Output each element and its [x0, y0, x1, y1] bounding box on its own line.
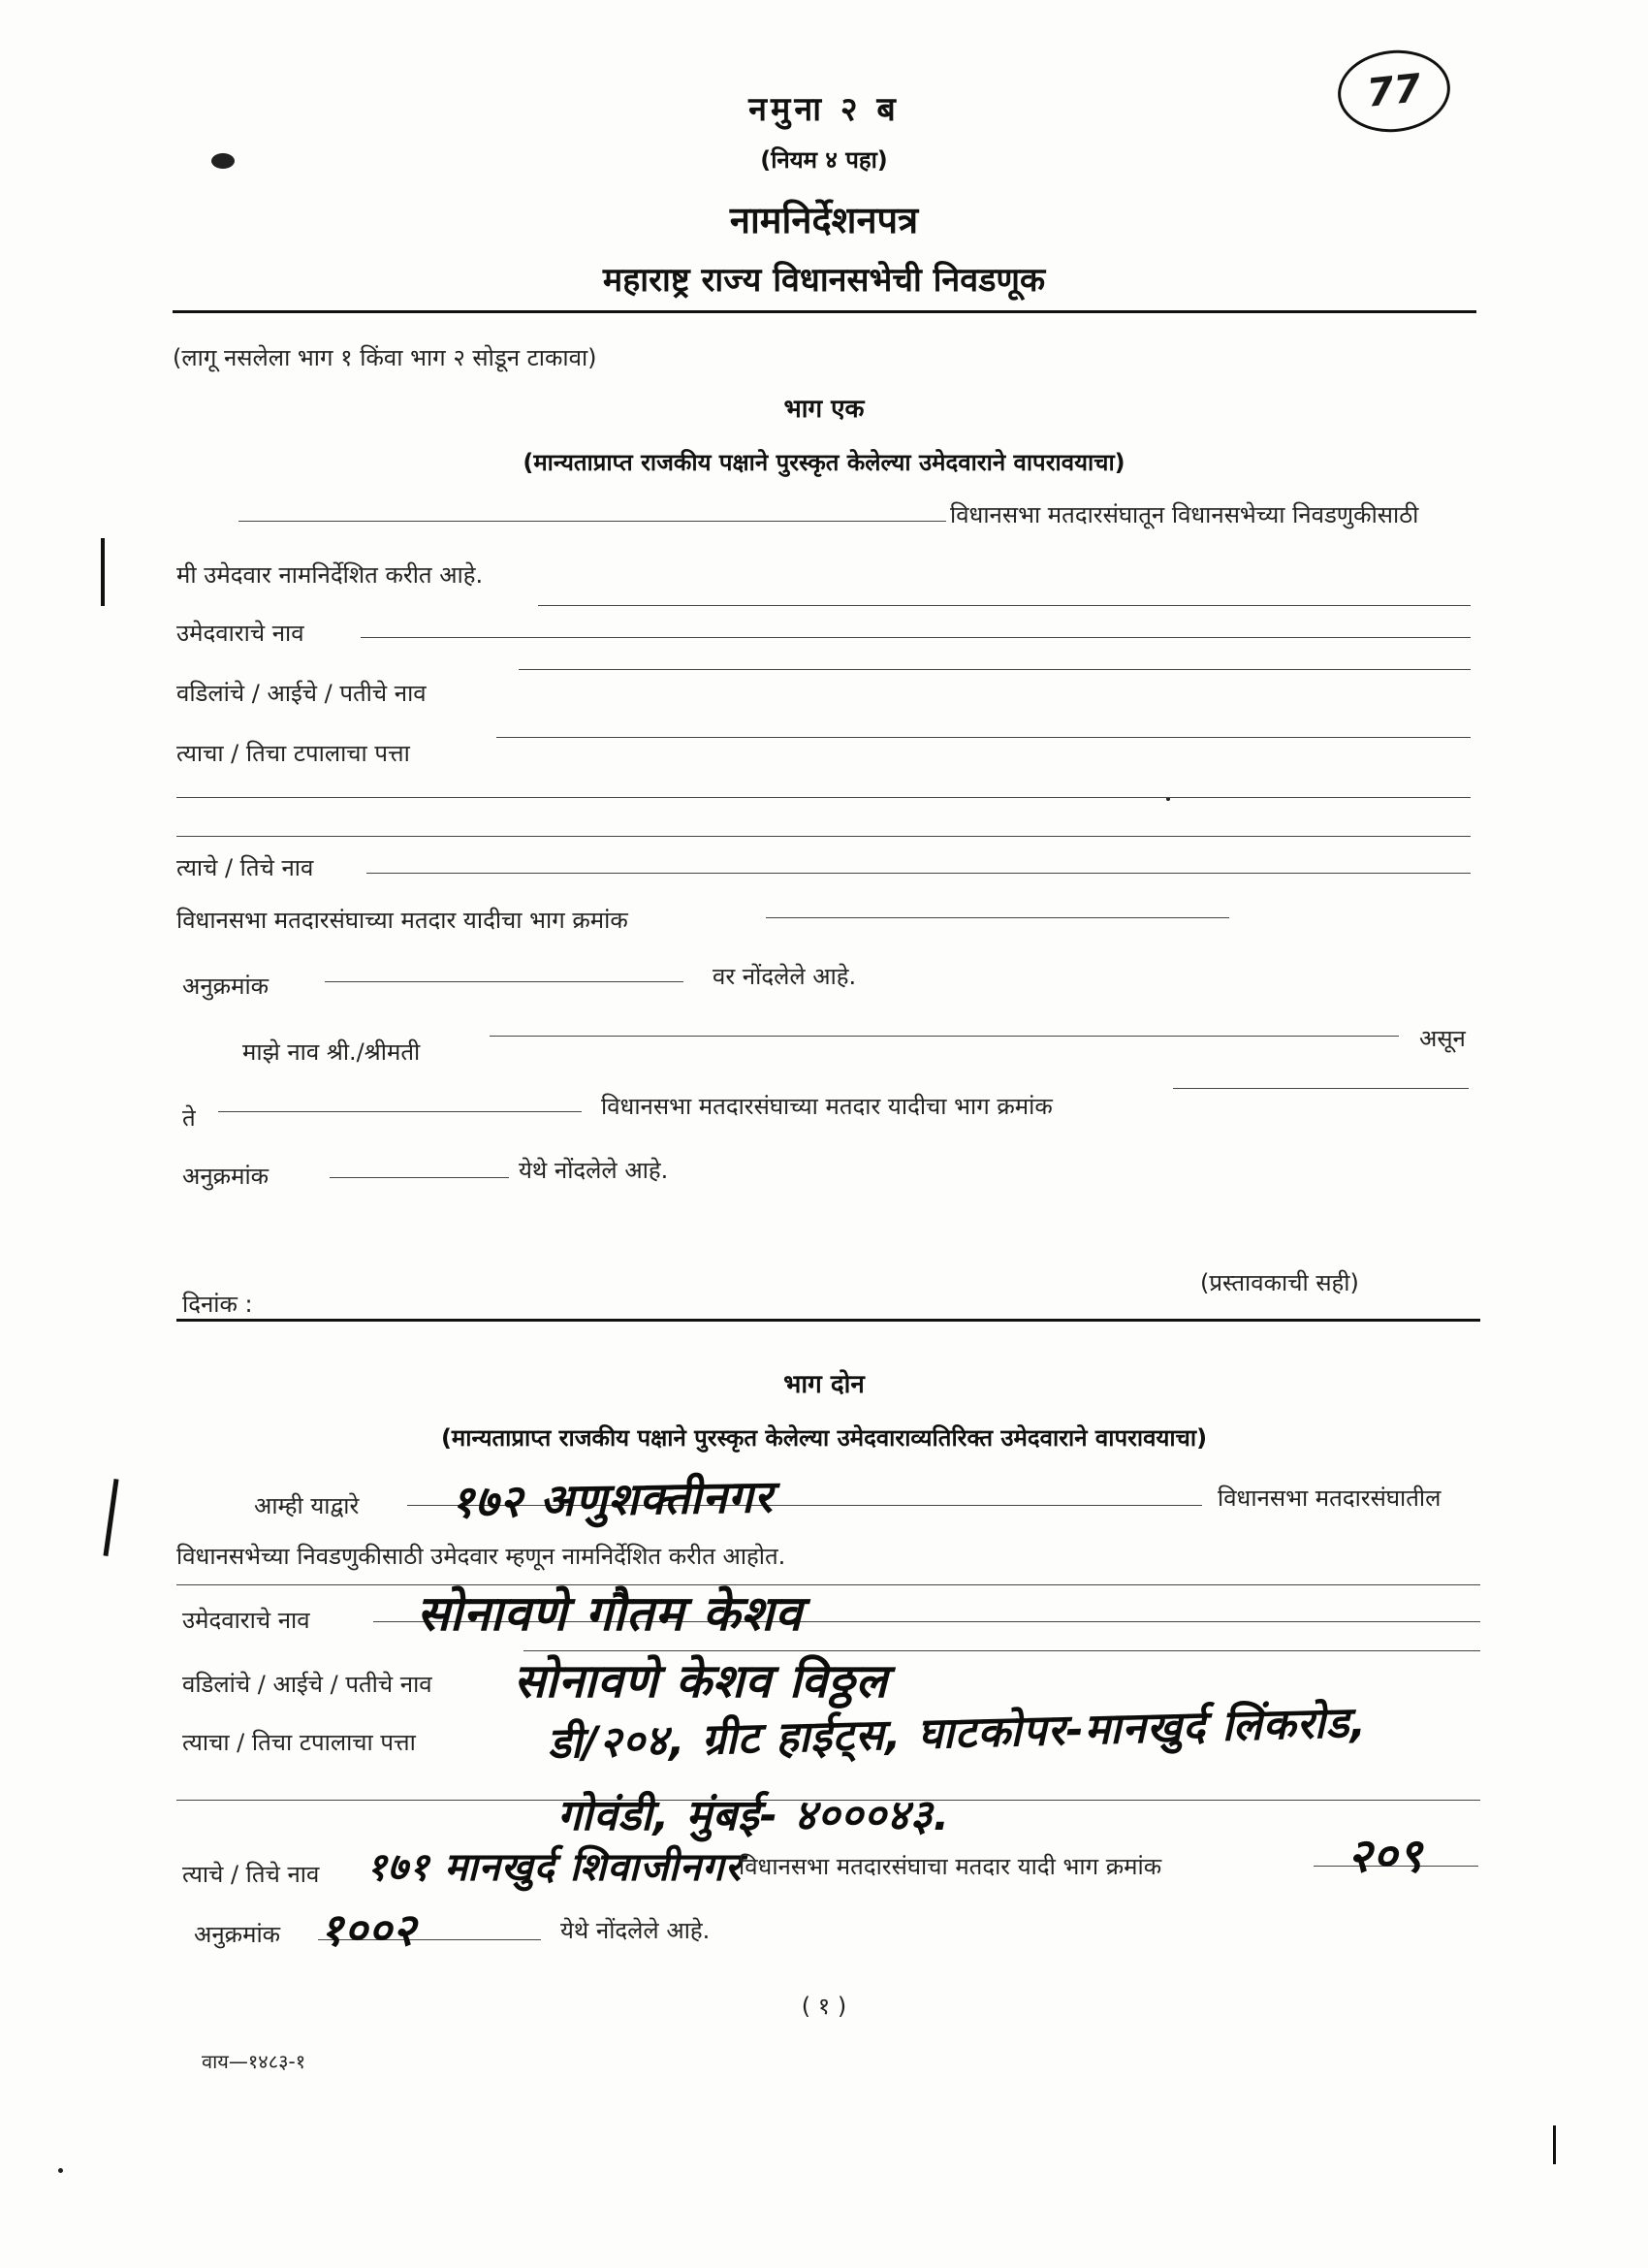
header-divider: [173, 310, 1476, 313]
p1-roll-part-line: [766, 917, 1229, 918]
p2-address-handwritten-2: गोवंडी, मुंबई- ४०००४३.: [557, 1791, 951, 1840]
p2-registered-here: येथे नोंदलेले आहे.: [560, 1917, 711, 1944]
p2-serial-label: अनुक्रमांक: [194, 1921, 281, 1948]
p2-candidate-name-label: उमेदवाराचे नाव: [182, 1607, 310, 1634]
p1-roll-part-label-2: विधानसभा मतदारसंघाच्या मतदार यादीचा भाग क्रमांक: [601, 1093, 1053, 1120]
p1-that-line: [218, 1111, 582, 1112]
p1-roll-part-line-2: [1173, 1088, 1469, 1089]
p2-roll-part-handwritten: २०९: [1347, 1829, 1423, 1883]
form-subtitle: महाराष्ट्र राज्य विधानसभेची निवडणूक: [602, 261, 1046, 300]
p2-his-her-name-label: त्याचे / तिचे नाव: [182, 1861, 320, 1888]
p1-registered-at: वर नोंदलेले आहे.: [713, 963, 857, 990]
p1-roll-part-label: विधानसभा मतदारसंघाच्या मतदार यादीचा भाग क्रमांक: [176, 907, 628, 934]
p2-nominate-line: विधानसभेच्या निवडणुकीसाठी उमेदवार म्हणून नामनिर्देशित करीत आहोत.: [176, 1543, 786, 1570]
p1-address-line-3: [176, 836, 1471, 837]
p1-registered-here: येथे नोंदलेले आहे.: [519, 1157, 669, 1184]
p1-candidate-name-line: [361, 637, 1471, 638]
part-one-heading: भाग एक: [783, 395, 865, 424]
p1-candidate-name-label: उमेदवाराचे नाव: [176, 620, 304, 647]
part-one-subheading: (मान्यताप्राप्त राजकीय पक्षाने पुरस्कृत केलेल्या उमेदवाराने वापरावयाचा): [523, 449, 1125, 476]
right-edge-mark: [1553, 2125, 1556, 2164]
p2-nominate-rule: [176, 1584, 1480, 1585]
p1-constituency-suffix: विधानसभा मतदारसंघातून विधानसभेच्या निवडणुकीसाठी: [950, 501, 1419, 528]
p2-parent-name-label: वडिलांचे / आईचे / पतीचे नाव: [182, 1671, 432, 1698]
p2-parent-name-handwritten: सोनावणे केशव विठ्ठल: [514, 1654, 889, 1709]
p1-nominate-line: मी उमेदवार नामनिर्देशित करीत आहे.: [176, 561, 484, 589]
p2-candidate-name-handwritten: सोनावणे गौतम केशव: [417, 1585, 803, 1642]
p1-address-label: त्याचा / तिचा टपालाचा पत्ता: [176, 740, 410, 767]
p1-serial-line-2: [330, 1177, 509, 1178]
p1-his-her-name-label: त्याचे / तिचे नाव: [176, 854, 314, 881]
p1-my-name-label: माझे नाव श्री./श्रीमती: [242, 1038, 421, 1066]
p1-parent-name-line: [519, 669, 1471, 670]
p1-that: ते: [182, 1104, 196, 1132]
page-annotation-circle: [1334, 45, 1454, 138]
page-number: ( १ ): [801, 1993, 847, 2020]
p1-my-name-line: [490, 1036, 1399, 1037]
p1-serial-label-2: अनुक्रमांक: [182, 1163, 269, 1190]
p2-his-her-name-handwritten: १७१ मानखुर्द शिवाजीनगर: [366, 1845, 742, 1890]
p2-serial-handwritten: १००२: [320, 1903, 417, 1956]
p2-roll-part-label: विधानसभा मतदारसंघाचा मतदार यादी भाग क्रमांक: [739, 1853, 1162, 1880]
p1-his-her-name-line: [366, 873, 1471, 874]
p1-being: असून: [1419, 1025, 1466, 1052]
rule-reference: (नियम ४ पहा): [760, 146, 888, 174]
p1-address-line-1: [496, 737, 1471, 738]
p1-serial-line: [325, 981, 683, 982]
ink-blot: [211, 153, 235, 169]
page-annotation: 77: [1364, 66, 1424, 116]
left-margin-mark: [101, 538, 105, 606]
part-two-heading: भाग दोन: [783, 1370, 865, 1399]
p2-address-label: त्याचा / तिचा टपालाचा पत्ता: [182, 1729, 416, 1756]
speck: [58, 2168, 63, 2173]
p1-parent-name-label: वडिलांचे / आईचे / पतीचे नाव: [176, 680, 427, 707]
p1-constituency-line: [238, 521, 946, 522]
p1-proposer-signature: (प्रस्तावकाची सही): [1200, 1269, 1359, 1296]
p2-address-handwritten-1: डी/२०४, ग्रीट हाईट्स, घाटकोपर-मानखुर्द लिंकरोड,: [547, 1697, 1368, 1769]
part-divider: [176, 1319, 1480, 1322]
p1-serial-label: अनुक्रमांक: [182, 973, 269, 1000]
form-title: नामनिर्देशनपत्र: [729, 199, 919, 241]
p1-date-label: दिनांक :: [182, 1291, 253, 1318]
p2-constituency-suffix: विधानसभा मतदारसंघातील: [1218, 1485, 1442, 1512]
p1-address-line-2: [176, 797, 1471, 798]
p2-we-hereby: आम्ही याद्वारे: [254, 1492, 360, 1519]
instruction-note: (लागू नसलेला भाग १ किंवा भाग २ सोडून टाकावा): [173, 344, 597, 371]
form-number: नमुना २ ब: [748, 90, 900, 129]
print-code: वाय—१४८३-१: [202, 2050, 306, 2073]
p2-constituency-handwritten: १७२ अणुशक्तीनगर: [450, 1470, 774, 1528]
part-two-subheading: (मान्यताप्राप्त राजकीय पक्षाने पुरस्कृत केलेल्या उमेदवाराव्यतिरिक्त उमेदवाराने वापरावयाचा): [440, 1424, 1208, 1452]
left-margin-mark-2: [103, 1479, 118, 1556]
p1-nominate-rule: [538, 605, 1471, 606]
